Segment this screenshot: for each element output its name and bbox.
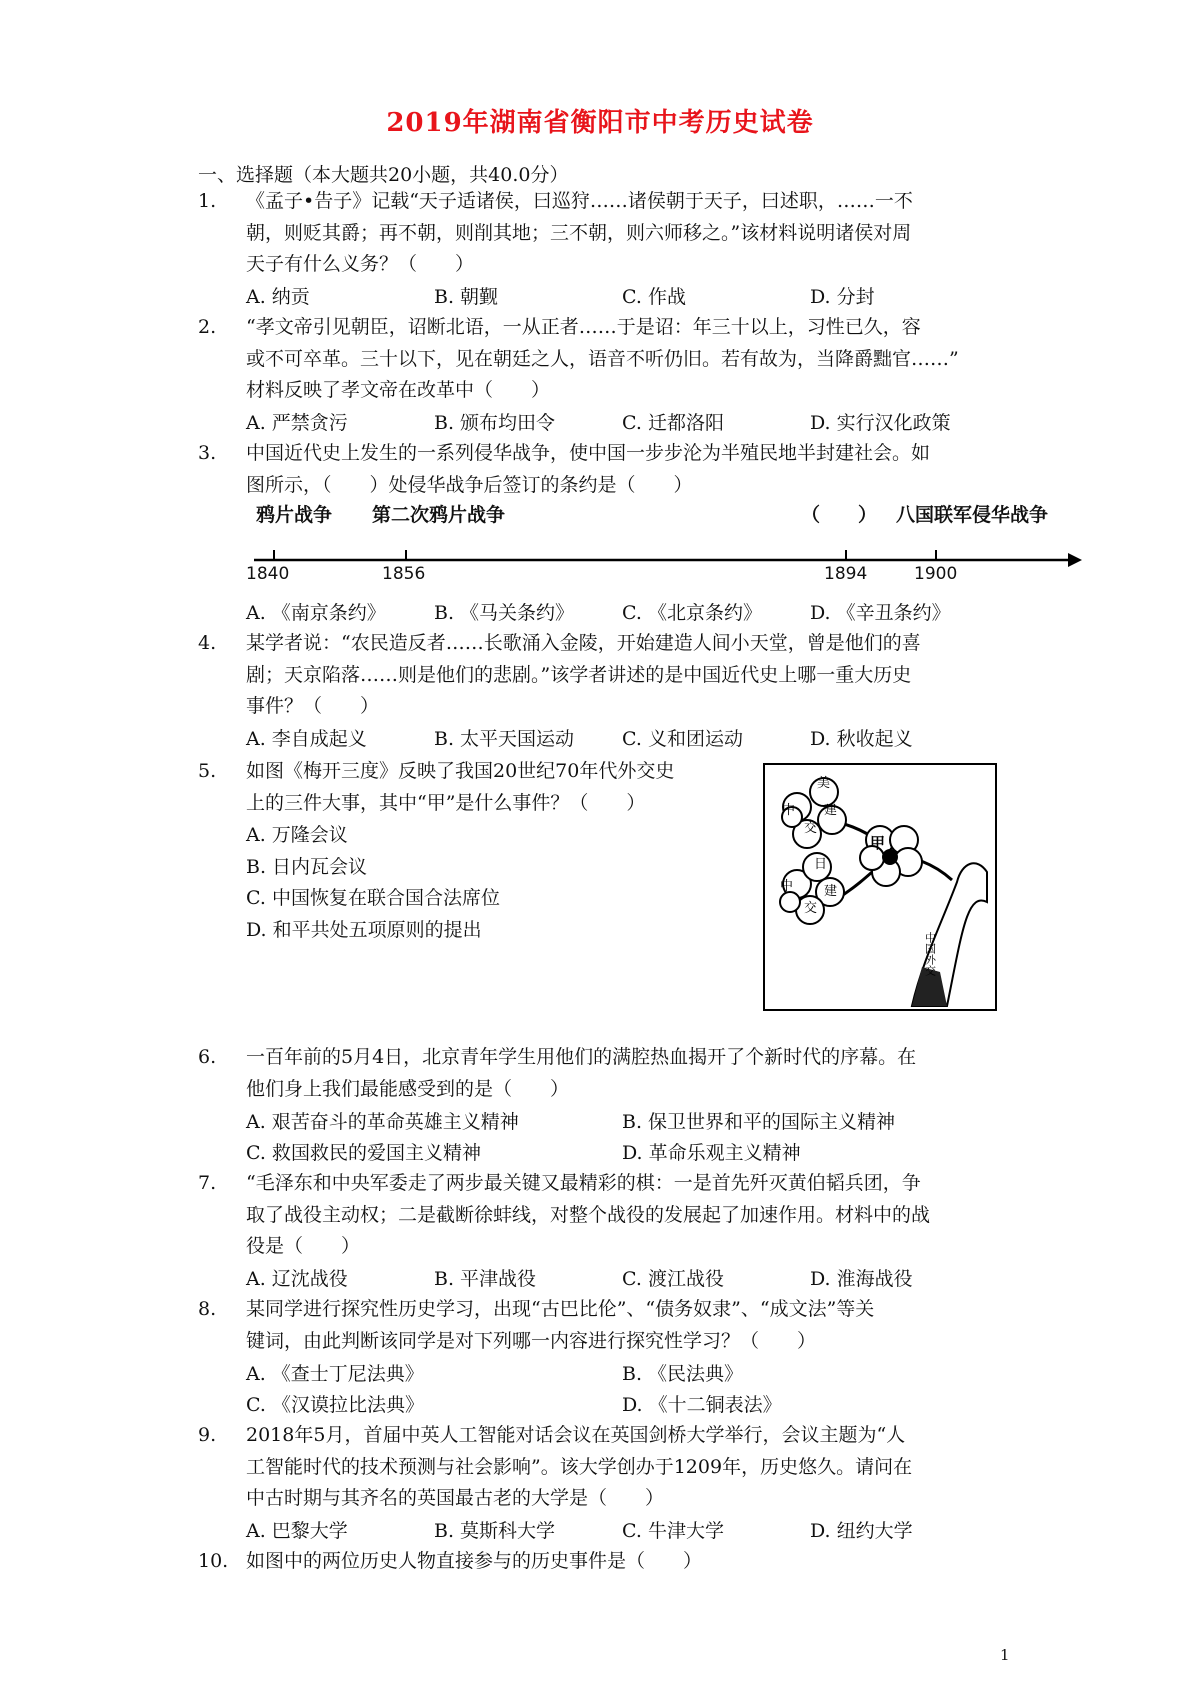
question-text (246, 1042, 1006, 1105)
option[interactable]: D. 革命乐观主义精神 (622, 1142, 801, 1164)
question-text (246, 312, 1006, 407)
question-number: 1. (198, 190, 217, 212)
option[interactable]: B. 《民法典》 (622, 1363, 744, 1385)
option[interactable]: C. 迁都洛阳 (622, 412, 724, 434)
option[interactable]: B. 平津战役 (434, 1268, 537, 1290)
option[interactable]: C. 中国恢复在联合国合法席位 (246, 887, 500, 909)
question-line: 朝，则贬其爵；再不朝，则削其地；三不朝，则六师移之。”该材料说明诸侯对周 (246, 221, 912, 244)
question-text (246, 1546, 1006, 1578)
trunk-label: 中国外交 (923, 932, 937, 976)
question-line: 一百年前的5月4日，北京青年学生用他们的满腔热血揭开了个新时代的序幕。在 (246, 1046, 917, 1068)
option[interactable]: D. 《十二铜表法》 (622, 1394, 782, 1416)
option[interactable]: A. 严禁贪污 (246, 412, 348, 434)
flower-char: 日 (814, 857, 828, 872)
question-line: 2018年5月，首届中英人工智能对话会议在英国剑桥大学举行，会议主题为“人 (246, 1424, 906, 1446)
question-number: 5. (198, 760, 217, 782)
flower-char: 建 (824, 803, 838, 818)
question-number: 3. (198, 442, 217, 464)
question-line: 如图《梅开三度》反映了我国20世纪70年代外交史 (246, 760, 675, 782)
question-line: 如图中的两位历史人物直接参与的历史事件是（ ） (246, 1550, 703, 1572)
question-number: 6. (198, 1046, 217, 1068)
question-text (246, 1294, 1006, 1357)
question-line: 役是（ ） (246, 1235, 361, 1257)
question-line: 上的三件大事，其中“甲”是什么事件？（ ） (246, 791, 646, 814)
flower-char: 中 (780, 879, 794, 894)
question-line: 取了战役主动权；二是截断徐蚌线，对整个战役的发展起了加速作用。材料中的战 (246, 1203, 931, 1226)
option[interactable]: A. 辽沈战役 (246, 1268, 348, 1290)
option[interactable]: C. 《汉谟拉比法典》 (246, 1394, 424, 1416)
question-line: 或不可卒革。三十以下，见在朝廷之人，语音不听仍旧。若有故为，当降爵黜官……” (246, 347, 959, 370)
option[interactable]: B. 朝觐 (434, 286, 499, 308)
option[interactable]: B. 太平天国运动 (434, 728, 575, 750)
question-line: 剧；天京陷落……则是他们的悲剧。”该学者讲述的是中国近代史上哪一重大历史 (246, 663, 912, 686)
question-number: 7. (198, 1172, 217, 1194)
option[interactable]: B. 保卫世界和平的国际主义精神 (622, 1111, 896, 1133)
question-line: 某同学进行探究性历史学习，出现“古巴比伦”、“债务奴隶”、“成文法”等关 (246, 1298, 875, 1320)
war-timeline (246, 500, 1086, 590)
option[interactable]: C. 救国救民的爱国主义精神 (246, 1142, 481, 1164)
option[interactable]: D. 实行汉化政策 (810, 412, 951, 434)
question-text (246, 1168, 1006, 1263)
flower-char: 美 (817, 776, 831, 791)
option[interactable]: D. 纽约大学 (810, 1520, 913, 1542)
page-title: 2019年湖南省衡阳市中考历史试卷 (386, 108, 814, 138)
timeline-label: 第二次鸦片战争 (372, 504, 506, 526)
question-text (246, 438, 1006, 501)
flower-char: 中 (782, 803, 796, 818)
question-text (246, 628, 1006, 723)
question-line: 材料反映了孝文帝在改革中（ ） (246, 379, 551, 401)
question-number: 10. (198, 1550, 229, 1572)
option[interactable]: D. 秋收起义 (810, 728, 913, 750)
question-line: 《孟子•告子》记载“天子适诸侯，曰巡狩……诸侯朝于天子，曰述职，……一不 (246, 190, 913, 212)
option[interactable]: B. 莫斯科大学 (434, 1520, 556, 1542)
page-number: 1 (1000, 1646, 1010, 1664)
options-column (246, 820, 746, 946)
section-heading: 一、选择题（本大题共20小题，共40.0分） (198, 164, 569, 186)
option[interactable]: C. 《北京条约》 (622, 602, 762, 624)
option[interactable]: C. 渡江战役 (622, 1268, 724, 1290)
timeline-label: 八国联军侵华战争 (896, 504, 1049, 526)
option[interactable]: A. 纳贡 (246, 286, 310, 308)
timeline-year: 1840 (246, 564, 290, 584)
question-line: 中国近代史上发生的一系列侵华战争，使中国一步步沦为半殖民地半封建社会。如 (246, 442, 931, 464)
question-line: 图所示，（ ）处侵华战争后签订的条约是（ ） (246, 473, 693, 496)
question-text (246, 186, 1006, 281)
question-line: 某学者说：“农民造反者……长歌涌入金陵，开始建造人间小天堂，曾是他们的喜 (246, 632, 921, 654)
question-number: 4. (198, 632, 217, 654)
timeline-year: 1900 (914, 564, 958, 584)
flower-char: 建 (824, 884, 838, 899)
question-text (246, 756, 746, 819)
question-line: “毛泽东和中央军委走了两步最关键又最精彩的棋：一是首先歼灭黄伯韬兵团，争 (246, 1172, 921, 1194)
option[interactable]: C. 作战 (622, 286, 686, 308)
option[interactable]: D. 《辛丑条约》 (810, 602, 951, 624)
flower-char: 交 (804, 821, 818, 836)
option[interactable]: D. 淮海战役 (810, 1268, 913, 1290)
question-line: 键词，由此判断该同学是对下列哪一内容进行探究性学习？（ ） (246, 1329, 817, 1352)
question-line: 他们身上我们最能感受到的是（ ） (246, 1077, 570, 1100)
timeline-axis (246, 500, 1086, 570)
question-line: 天子有什么义务？（ ） (246, 253, 475, 275)
option[interactable]: A. 《查士丁尼法典》 (246, 1363, 424, 1385)
option[interactable]: C. 牛津大学 (622, 1520, 724, 1542)
question-line: 工智能时代的技术预测与社会影响”。该大学创办于1209年，历史悠久。请问在 (246, 1455, 913, 1478)
timeline-label: （ ） (801, 504, 878, 526)
question-number: 8. (198, 1298, 217, 1320)
timeline-label: 鸦片战争 (256, 504, 333, 526)
question-text (246, 1420, 1006, 1515)
flower-char: 交 (804, 901, 818, 916)
question-number: 9. (198, 1424, 217, 1446)
option[interactable]: B. 日内瓦会议 (246, 855, 368, 878)
option[interactable]: A. 万隆会议 (246, 824, 348, 846)
option[interactable]: D. 分封 (810, 286, 875, 308)
option[interactable]: A. 艰苦奋斗的革命英雄主义精神 (246, 1111, 519, 1133)
question-line: “孝文帝引见朝臣，诏断北语，一从正者……于是诏：年三十以上，习性已久，容 (246, 316, 921, 338)
plum-blossom-figure (762, 762, 998, 1012)
option[interactable]: B. 《马关条约》 (434, 602, 575, 624)
question-line: 中古时期与其齐名的英国最古老的大学是（ ） (246, 1487, 665, 1509)
question-number: 2. (198, 316, 217, 338)
option[interactable]: A. 《南京条约》 (246, 602, 386, 624)
option[interactable]: A. 巴黎大学 (246, 1520, 348, 1542)
option[interactable]: A. 李自成起义 (246, 728, 367, 750)
timeline-year: 1894 (824, 564, 868, 584)
question-line: 事件？（ ） (246, 695, 380, 717)
timeline-year: 1856 (382, 564, 426, 584)
option[interactable]: B. 颁布均田令 (434, 412, 556, 434)
flower-char: 甲 (870, 834, 886, 852)
option[interactable]: D. 和平共处五项原则的提出 (246, 918, 482, 941)
option[interactable]: C. 义和团运动 (622, 728, 743, 750)
